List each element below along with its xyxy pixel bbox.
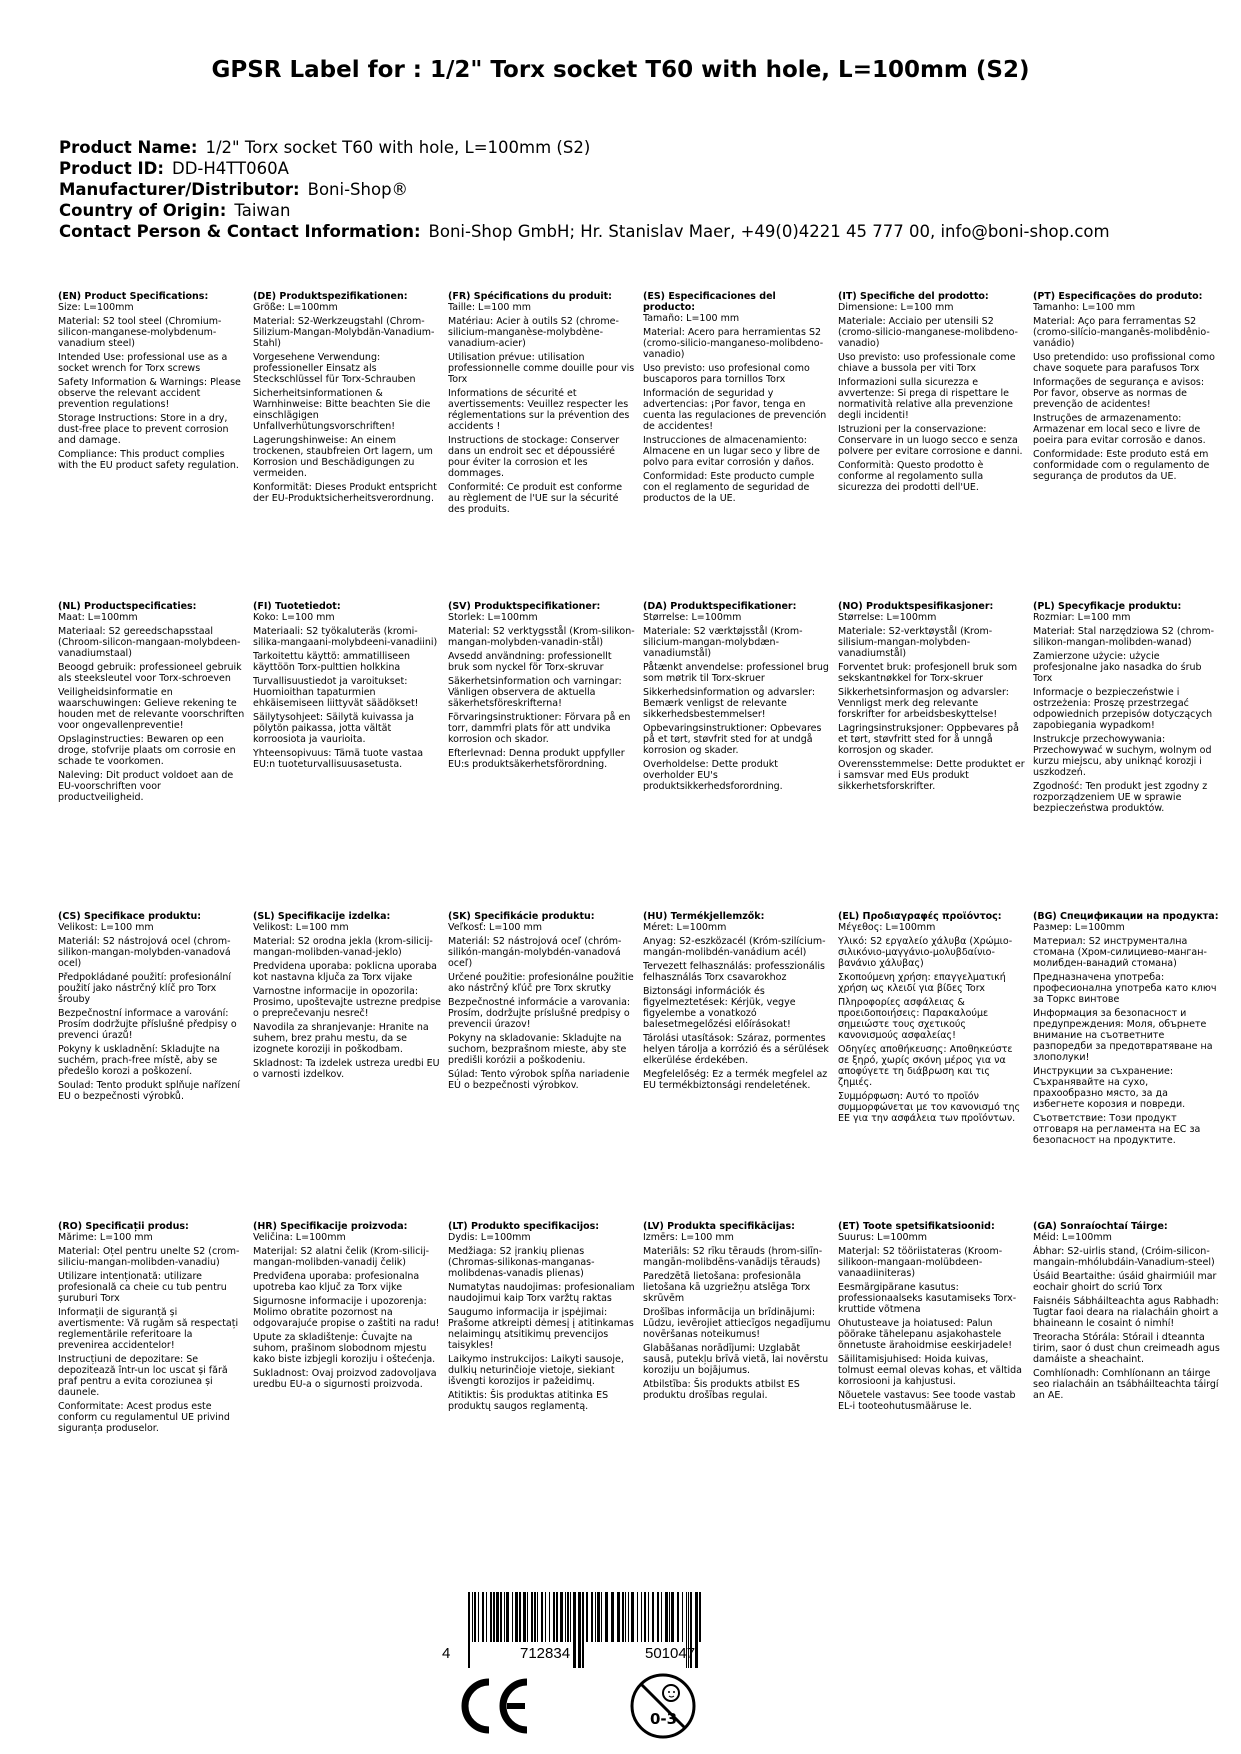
barcode-bar [549, 1592, 550, 1642]
lang-spec-line: Sikkerhetsinformasjon og advarsler: Vennligst merk deg relevante forskrifter for arbeidsbeskyttelse! [838, 687, 1009, 720]
barcode-bar [699, 1592, 701, 1642]
lang-spec-line: Turvallisuustiedot ja varoitukset: Huomioithan tapaturmien ehkäisemiseen liittyvät säädökset! [253, 676, 419, 709]
lang-heading: (EL) Προδιαγραφές προϊόντος: [838, 911, 1002, 922]
barcode-bar [625, 1592, 626, 1642]
lang-spec-line: Intended Use: professional use as a socket wrench for Torx screws [58, 352, 228, 374]
lang-block-et [838, 1221, 1028, 1591]
lang-heading: (RO) Specificații produs: [58, 1221, 189, 1232]
lang-spec-line: Materjal: S2 tööriistateras (Kroom-silikoon-mangaan-molübdeen-vanaadiiniteras) [838, 1246, 1003, 1279]
lang-heading: (NL) Productspecificaties: [58, 601, 197, 612]
lang-spec-line: Vorgesehene Verwendung: professioneller Einsatz als Steckschlüssel für Torx-Schrauben [253, 352, 416, 385]
lang-block-bg [1033, 911, 1223, 1221]
lang-spec-line: Tamanho: L=100 mm [1033, 302, 1136, 313]
lang-spec-line: Materiaali: S2 työkaluteräs (kromi-silika-mangaani-molybdeeni-vanadiini) [253, 626, 438, 648]
lang-spec-line: Conformidade: Este produto está em conformidade com o regulamento de segurança de produtos da UE. [1033, 449, 1210, 482]
lang-spec-line: Soulad: Tento produkt splňuje nařízení EU o bezpečnosti výrobků. [58, 1080, 241, 1102]
lang-spec-line: Materiał: Stal narzędziowa S2 (chrom-silikon-mangan-molibden-wanad) [1033, 626, 1215, 648]
lang-spec-line: Eesmärgipärane kasutus: professionaalseks kasutamiseks Torx-kruttide võtmena [838, 1282, 1017, 1315]
barcode-bar [671, 1592, 674, 1642]
barcode-first-digit: 4 [442, 1645, 451, 1662]
lang-spec-line: Utilizare intenționată: utilizare profesională ca cheie cu tub pentru șuruburi Torx [58, 1271, 227, 1304]
lang-spec-line: Información de seguridad y advertencias: ¡Por favor, tenga en cuenta las regulaciones de prevención de accidentes! [643, 388, 827, 432]
lang-spec-line: Bezpečnostné informácie a varovania: Prosím, dodržujte príslušné predpisy o prevencii úrazov! [448, 997, 631, 1030]
lang-heading: (SL) Specifikacije izdelka: [253, 911, 391, 922]
barcode-bar [523, 1592, 526, 1642]
lang-spec-line: Istruzioni per la conservazione: Conservare in un luogo secco e senza polvere per evitare corrosione e danni. [838, 424, 1023, 457]
lang-spec-line: Conformitate: Acest produs este conform cu regulamentul UE privind siguranța produselor. [58, 1401, 230, 1434]
lang-spec-line: Påtænkt anvendelse: professionel brug som møtrik til Torx-skruer [643, 662, 829, 684]
lang-heading: (LT) Produkto specifikacijos: [448, 1221, 600, 1232]
lang-spec-line: Σκοπούμενη χρήση: επαγγελματική χρήση ως κλειδί για βίδες Torx [838, 972, 1006, 994]
lang-spec-line: Material: Acero para herramientas S2 (cromo-silicio-manganeso-molibdeno-vanadio) [643, 327, 824, 360]
lang-spec-line: Pokyny k uskladnění: Skladujte na suchém, prach-free místě, aby se předešlo korozi a poškození. [58, 1044, 220, 1077]
barcode-left-digits: 712834 [520, 1645, 571, 1662]
lang-spec-line: Zamierzone użycie: użycie profesjonalne jako nasadka do śrub Torx [1033, 651, 1202, 684]
lang-spec-line: Material: S2 tool steel (Chromium-silicon-manganese-molybdenum-vanadium steel) [58, 316, 222, 349]
lang-spec-line: Størrelse: L=100mm [838, 612, 937, 623]
barcode-bar [468, 1592, 470, 1668]
lang-spec-line: Instrukcje przechowywania: Przechowywać w suchym, wolnym od kurzu miejscu, aby uniknąć korozji i uszkodzeń. [1033, 734, 1212, 778]
lang-spec-line: Informații de siguranță și avertismente: Vă rugăm să respectați reglementările referitoare la prevenirea accidentelor! [58, 1307, 239, 1351]
lang-spec-line: Størrelse: L=100mm [643, 612, 742, 623]
lang-spec-line: Förvaringsinstruktioner: Förvara på en torr, dammfri plats för att undvika korrosion och skador. [448, 712, 631, 745]
barcode-bar [695, 1592, 698, 1668]
lang-block-it [838, 291, 1028, 601]
contact-row [59, 221, 1189, 242]
barcode-bar [504, 1592, 505, 1642]
lang-spec-line: Material: S2 verktygsstål (Krom-silikon-mangan-molybden-vanadin-stål) [448, 626, 635, 648]
lang-spec-line: Paredzētā lietošana: profesionāla lietošana kā uzgriežņu atslēga Torx skrūvēm [643, 1271, 811, 1304]
lang-spec-line: Overholdelse: Dette produkt overholder EU's produktsikkerhedsforordning. [643, 759, 783, 792]
barcode-bar [652, 1592, 654, 1642]
barcode-bar [605, 1592, 608, 1642]
lang-block-lv [643, 1221, 833, 1591]
page-title: GPSR Label for : 1/2" Torx socket T60 with hole, L=100mm (S2) [211, 57, 1030, 83]
lang-spec-line: Overensstemmelse: Dette produktet er i samsvar med EUs produkt sikkerhetsforskrifter. [838, 759, 1025, 792]
lang-heading: (FR) Spécifications du produit: [448, 291, 612, 302]
lang-spec-line: Материал: S2 инструментална стомана (Хром-силициево-манган-молибден-ванадий стомана) [1033, 936, 1207, 969]
lang-spec-line: Atitiktis: Šis produktas atitinka ES produktų saugos reglamentą. [448, 1390, 609, 1412]
lang-block-en [58, 291, 248, 601]
product-name-row [59, 137, 1189, 158]
lang-spec-line: Materijal: S2 alatni čelik (Krom-silicij-mangan-molibden-vanadij čelik) [253, 1246, 430, 1268]
lang-spec-line: Opbevaringsinstruktioner: Opbevares på et tørt, støvfrit sted for at undgå korrosion og skader. [643, 723, 822, 756]
product-name-label: Product Name: [59, 138, 198, 157]
lang-spec-line: Size: L=100mm [58, 302, 134, 313]
lang-spec-line: Informacje o bezpieczeństwie i ostrzeżenia: Proszę przestrzegać odpowiednich przepisów dotyczących zapobiegania wypadkom! [1033, 687, 1213, 731]
lang-spec-line: Säilitamisjuhised: Hoida kuivas, tolmust eemal olevas kohas, et vältida korrosiooni ja kahjustusi. [838, 1354, 1022, 1387]
lang-spec-line: Biztonsági információk és figyelmeztetések: Kérjük, vegye figyelembe a vonatkozó balesetmegelőzési előírásokat! [643, 986, 796, 1030]
barcode-bar [586, 1592, 588, 1642]
barcode-bar [657, 1592, 659, 1642]
lang-spec-line: Ohutusteave ja hoiatused: Palun pöörake tähelepanu asjakohastele õnnetuste ärahoidmise eeskirjadele! [838, 1318, 1013, 1351]
lang-spec-line: Material: Oțel pentru unelte S2 (crom-siliciu-mangan-molibden-vanadiu) [58, 1246, 240, 1268]
lang-spec-line: Conformidad: Este producto cumple con el reglamento de seguridad de productos de la UE. [643, 471, 815, 504]
lang-block-de [253, 291, 443, 601]
lang-spec-line: Informações de segurança e avisos: Por favor, observe as normas de prevenção de acidentes! [1033, 377, 1205, 410]
lang-spec-line: Material: S2-Werkzeugstahl (Chrom-Silizium-Mangan-Molybdän-Vanadium-Stahl) [253, 316, 435, 349]
lang-block-hu [643, 911, 833, 1221]
lang-spec-line: Velikost: L=100 mm [253, 922, 349, 933]
barcode-bar [474, 1592, 476, 1642]
lang-spec-line: Medžiaga: S2 įrankių plienas (Chromas-silikonas-manganas-molibdenas-vanadis plienas) [448, 1246, 595, 1279]
barcode-bar [506, 1592, 509, 1642]
lang-spec-line: Matériau: Acier à outils S2 (chrome-silicium-manganèse-molybdène-vanadium-acier) [448, 316, 619, 349]
lang-spec-line: Dydis: L=100mm [448, 1232, 531, 1243]
lang-block-no [838, 601, 1028, 911]
lang-spec-line: Sikkerhedsinformation og advarsler: Bemærk venligst de relevante sikkerhedsbestemmelser! [643, 687, 816, 720]
lang-spec-line: Méret: L=100mm [643, 922, 727, 933]
lang-spec-line: Beoogd gebruik: professioneel gebruik als steeksleutel voor Torx-schroeven [58, 662, 242, 684]
lang-spec-line: Predviđena uporaba: profesionalna upotreba kao ključ za Torx vijke [253, 1271, 420, 1293]
lang-heading: (CS) Specifikace produktu: [58, 911, 202, 922]
barcode-bar [541, 1592, 543, 1642]
lang-block-el [838, 911, 1028, 1221]
lang-spec-line: Materiál: S2 nástrojová ocel (chrom-silikon-mangan-molybden-vanadová ocel) [58, 936, 231, 969]
barcode-bar [582, 1592, 584, 1668]
lang-spec-line: Sicherheitsinformationen & Warnhinweise: Bitte beachten Sie die einschlägigen Unfallverhütungsvorschriften! [253, 388, 431, 432]
lang-spec-line: Upute za skladištenje: Čuvajte na suhom, prašinom slobodnom mjestu kako biste izbjegli koroziju i oštećenja. [253, 1332, 436, 1365]
lang-spec-line: Megfelelőség: Ez a termék megfelel az EU termékbiztonsági rendeletének. [643, 1069, 828, 1091]
barcode-bar [597, 1592, 600, 1642]
lang-spec-line: Instrucciones de almacenamiento: Almacene en un lugar seco y libre de polvo para evitar corrosión y daños. [643, 435, 820, 468]
lang-spec-line: Nõuetele vastavus: See toode vastab EL-i tooteohutusmääruse le. [838, 1390, 1016, 1412]
lang-spec-line: Uso previsto: uso professionale come chiave a bussola per viti Torx [838, 352, 1016, 374]
lang-spec-line: Instructions de stockage: Conserver dans un endroit sec et dépoussiéré pour éviter la corrosion et les dommages. [448, 435, 620, 479]
barcode-bar [472, 1592, 473, 1642]
lang-block-pt [1033, 291, 1223, 601]
lang-spec-line: Numatytas naudojimas: profesionaliam naudojimui kaip Torx varžtų raktas [448, 1282, 635, 1304]
barcode-bar [644, 1592, 646, 1642]
lang-spec-line: Conformità: Questo prodotto è conforme al regolamento sulla sicurezza dei prodotti dell'UE. [838, 460, 984, 493]
lang-spec-line: Atbilstība: Šis produkts atbilst ES produktu drošības regulai. [643, 1379, 800, 1401]
barcode-bar [661, 1592, 662, 1642]
lang-spec-line: Varnostne informacije in opozorila: Prosimo, upoštevajte ustrezne predpise o preprečevanju nesreč! [253, 986, 441, 1019]
lang-spec-line: Anyag: S2-eszközacél (Króm-szilícium-mangán-molibdén-vanádium acél) [643, 936, 826, 958]
barcode-bar [595, 1592, 596, 1642]
lang-spec-line: Storlek: L=100mm [448, 612, 538, 623]
barcode-bar [578, 1592, 581, 1668]
lang-heading: (DA) Produktspecifikationer: [643, 601, 797, 612]
lang-heading: (EN) Product Specifications: [58, 291, 209, 302]
lang-spec-line: Glabāšanas norādījumi: Uzglabāt sausā, putekļu brīvā vietā, lai novērstu koroziju un bojājumus. [643, 1343, 829, 1376]
barcode-bar [512, 1592, 513, 1642]
barcode-bar [519, 1592, 521, 1642]
barcode-bar [682, 1592, 683, 1642]
country-label: Country of Origin: [59, 201, 227, 220]
lang-spec-line: Avsedd användning: professionellt bruk som nyckel för Torx-skruvar [448, 651, 612, 673]
barcode-bar [537, 1592, 538, 1642]
lang-spec-line: Mărime: L=100 mm [58, 1232, 153, 1243]
lang-spec-line: Material: Aço para ferramentas S2 (cromo-silício-manganês-molibdênio-vanádio) [1033, 316, 1210, 349]
lang-block-ga [1033, 1221, 1223, 1591]
barcode-bar [601, 1592, 602, 1642]
lang-heading: (SV) Produktspecifikationer: [448, 601, 601, 612]
manufacturer-value: Boni-Shop® [307, 180, 409, 199]
lang-spec-line: Uso pretendido: uso profissional como chave soquete para parafusos Torx [1033, 352, 1215, 374]
lang-spec-line: Sigurnosne informacije i upozorenja: Molimo obratite pozornost na odgovarajuće propise o zaštiti na radu! [253, 1296, 440, 1329]
ean-barcode [436, 1592, 756, 1672]
lang-spec-line: Material: S2 orodna jekla (krom-silicij-mangan-molibden-vanad-jeklo) [253, 936, 433, 958]
lang-heading: (DE) Produktspezifikationen: [253, 291, 408, 302]
barcode-bar [648, 1592, 649, 1642]
lang-spec-line: Säkerhetsinformation och varningar: Vänligen observera de aktuella säkerhetsföreskrifterna! [448, 676, 622, 709]
lang-spec-line: Navodila za shranjevanje: Hranite na suhem, brez prahu mestu, da se izognete koroziji in poškodbam. [253, 1022, 429, 1055]
lang-spec-line: Naleving: Dit product voldoet aan de EU-voorschriften voor productveiligheid. [58, 770, 234, 803]
lang-spec-line: Veličina: L=100mm [253, 1232, 346, 1243]
lang-spec-line: Informazioni sulla sicurezza e avvertenze: Si prega di rispettare le normatività relative alla prevenzione degli incidenti! [838, 377, 1013, 421]
lang-block-lt [448, 1221, 638, 1591]
lang-spec-line: Materiaal: S2 gereedschapsstaal (Chroom-silicon-mangaan-molybdeen-vanadiumstaal) [58, 626, 241, 659]
lang-spec-line: Forventet bruk: profesjonell bruk som sekskantnøkkel for Torx-skruer [838, 662, 1018, 684]
barcode-bar [637, 1592, 638, 1642]
lang-spec-line: Υλικό: S2 εργαλείο χάλυβα (Χρώμιο-σιλικόνιο-μαγγάνιο-μολυβδαίνιο-βανάνιο χάλυβας) [838, 936, 1013, 969]
lang-spec-line: Suurus: L=100mm [838, 1232, 928, 1243]
lang-heading: (HU) Termékjellemzők: [643, 911, 765, 922]
lang-spec-line: Konformität: Dieses Produkt entspricht der EU-Produktsicherheitsverordnung. [253, 482, 437, 504]
barcode-bar [531, 1592, 533, 1642]
lang-spec-line: Súlad: Tento výrobok spĺňa nariadenie EÚ o bezpečnosti výrobkov. [448, 1069, 630, 1091]
product-id-label: Product ID: [59, 159, 164, 178]
lang-spec-line: Compliance: This product complies with the EU product safety regulation. [58, 449, 239, 471]
manufacturer-label: Manufacturer/Distributor: [59, 180, 300, 199]
lang-spec-line: Materiale: Acciaio per utensili S2 (cromo-silicio-manganese-molibdeno-vanadio) [838, 316, 1018, 349]
lang-heading: (BG) Спецификации на продукта: [1033, 911, 1219, 922]
lang-block-pl [1033, 601, 1223, 911]
barcode-bar [611, 1592, 614, 1642]
lang-spec-line: Storage Instructions: Store in a dry, dust-free place to prevent corrosion and damage. [58, 413, 229, 446]
contact-label: Contact Person & Contact Information: [59, 222, 421, 241]
barcode-bar [553, 1592, 555, 1642]
barcode-bar [478, 1592, 479, 1642]
lang-spec-line: Predvidena uporaba: poklicna uporaba kot nastavna ključa za Torx vijake [253, 961, 437, 983]
barcode-bar [556, 1592, 558, 1642]
lang-spec-line: Μέγεθος: L=100mm [838, 922, 936, 933]
lang-spec-line: Materiál: S2 nástrojová oceľ (chróm-silikón-mangán-molybdén-vanadová oceľ) [448, 936, 622, 969]
lang-spec-line: Съответствие: Този продукт отговаря на регламента на ЕС за безопасност на продуктите. [1033, 1113, 1201, 1146]
lang-block-sl [253, 911, 443, 1221]
lang-spec-line: Efterlevnad: Denna produkt uppfyller EU:s produktsäkerhetsförordning. [448, 748, 625, 770]
lang-heading: (SK) Špecifikácie produktu: [448, 911, 595, 922]
lang-spec-line: Izmērs: L=100 mm [643, 1232, 734, 1243]
lang-spec-line: Dimensione: L=100 mm [838, 302, 954, 313]
lang-spec-line: Sukladnost: Ovaj proizvod zadovoljava uredbu EU-a o sigurnosti proizvoda. [253, 1368, 437, 1390]
lang-spec-line: Utilisation prévue: utilisation professionnelle comme douille pour vis Torx [448, 352, 635, 385]
lang-spec-line: Drošības informācija un brīdinājumi: Lūdzu, ievērojiet attiecīgos negadījumu novēršanas noteikumus! [643, 1307, 831, 1340]
barcode-bar [617, 1592, 620, 1642]
lang-spec-line: Safety Information & Warnings: Please observe the relevant accident prevention regulations! [58, 377, 241, 410]
lang-spec-line: Размер: L=100mm [1033, 922, 1125, 933]
product-id-row [59, 158, 1189, 179]
lang-spec-line: Tamaño: L=100 mm [643, 313, 740, 324]
lang-spec-line: Bezpečnostní informace a varování: Prosím dodržujte příslušné předpisy o prevenci úrazů! [58, 1008, 237, 1041]
lang-spec-line: Skladnost: Ta izdelek ustreza uredbi EU o varnosti izdelkov. [253, 1058, 440, 1080]
barcode-bar [567, 1592, 569, 1642]
lang-block-ro [58, 1221, 248, 1591]
lang-spec-line: Συμμόρφωση: Αυτό το προϊόν συμμορφώνεται με τον κανονισμό της ΕΕ για την ασφάλεια των προϊόντων. [838, 1091, 1021, 1124]
barcode-bar [628, 1592, 629, 1642]
lang-heading: (PT) Especificações do produto: [1033, 291, 1203, 302]
lang-spec-line: Veľkosť: L=100 mm [448, 922, 542, 933]
lang-spec-line: Tárolási utasítások: Száraz, pormentes helyen tárolja a korrózió és a sérülések elkerülése érdekében. [643, 1033, 829, 1066]
barcode-bar [641, 1592, 642, 1642]
lang-spec-line: Lagringsinstruksjoner: Oppbevares på et tørt, støvfritt sted for å unngå korrosjon og skader. [838, 723, 1019, 756]
lang-spec-line: Úsáid Beartaithe: úsáid ghairmiúil mar eochair ghoirt do scriú Torx [1033, 1271, 1217, 1293]
lang-spec-line: Säilytysohjeet: Säilytä kuivassa ja pölytön paikassa, jotta vältät korroosiota ja vaurioita. [253, 712, 414, 745]
lang-spec-line: Uso previsto: uso profesional como buscaporos para tornillos Torx [643, 363, 810, 385]
barcode-bar [490, 1592, 492, 1642]
barcode-bar [622, 1592, 624, 1642]
age-warning-text: 0-3 [650, 1710, 678, 1728]
label-marks [0, 1592, 1241, 1752]
lang-spec-line: Veiligheidsinformatie en waarschuwingen: Gelieve rekening te houden met de relevante voorschriften voor ongevallenpreventie! [58, 687, 245, 731]
lang-heading: (NO) Produktspesifikasjoner: [838, 601, 994, 612]
lang-spec-line: Instrucțiuni de depozitare: Se depozitează într-un loc uscat și fără praf pentru a evita coroziunea și daunele. [58, 1354, 228, 1398]
lang-spec-line: Treoracha Stórála: Stórail i dteannta tirim, saor ó dust chun creimeadh agus damáiste a sheachaint. [1033, 1332, 1220, 1365]
lang-spec-line: Οδηγίες αποθήκευσης: Αποθηκεύστε σε ξηρό, χωρίς σκόνη μέρος για να αποφύγετε τη διάβρωση και τις ζημιές. [838, 1044, 1013, 1088]
lang-spec-line: Opslaginstructies: Bewaren op een droge, stofvrije plaats om corrosie en schade te voorkomen. [58, 734, 236, 767]
lang-block-fi [253, 601, 443, 911]
lang-spec-line: Informations de sécurité et avertissements: Veuillez respecter les réglementations sur la prévention des accidents ! [448, 388, 630, 432]
barcode-bar [665, 1592, 668, 1642]
lang-heading: (ET) Toote spetsifikatsioonid: [838, 1221, 995, 1232]
lang-block-hr [253, 1221, 443, 1591]
ce-mark-icon [455, 1676, 535, 1736]
lang-spec-line: Koko: L=100 mm [253, 612, 335, 623]
barcode-bar [591, 1592, 593, 1642]
contact-value: Boni-Shop GmbH; Hr. Stanislav Maer, +49(0)4221 45 777 00, info@boni-shop.com [428, 222, 1110, 241]
barcode-bar [534, 1592, 536, 1642]
age-warning-icon [628, 1671, 698, 1741]
lang-spec-line: Velikost: L=100 mm [58, 922, 154, 933]
lang-spec-line: Pokyny na skladovanie: Skladujte na suchom, bezprašnom mieste, aby ste predišli korózii a poškodeniu. [448, 1033, 627, 1066]
lang-spec-line: Предназначена употреба: професионална употреба като ключ за Торкс винтове [1033, 972, 1217, 1005]
barcode-bar [631, 1592, 634, 1642]
lang-block-cs [58, 911, 248, 1221]
barcode-bar [560, 1592, 563, 1642]
lang-spec-line: Instruções de armazenamento: Armazenar em local seco e livre de poeira para evitar corrosão e danos. [1033, 413, 1206, 446]
lang-block-sv [448, 601, 638, 911]
barcode-bar [486, 1592, 487, 1642]
barcode-bar [565, 1592, 566, 1642]
lang-spec-line: Lagerungshinweise: An einem trockenen, staubfreien Ort lagern, um Korrosion und Beschädigungen zu vermeiden. [253, 435, 433, 479]
barcode-bar [677, 1592, 679, 1642]
barcode-bar [527, 1592, 528, 1642]
product-id-value: DD-H4TT060A [171, 159, 289, 178]
barcode-bar [573, 1592, 576, 1668]
lang-spec-line: Materiale: S2-verktøystål (Krom-silisium-mangan-molybden-vanadiumstål) [838, 626, 993, 659]
lang-spec-line: Conformité: Ce produit est conforme au règlement de l'UE sur la sécurité des produits. [448, 482, 623, 515]
barcode-bar [482, 1592, 484, 1642]
lang-block-nl [58, 601, 248, 911]
barcode-bar [493, 1592, 495, 1642]
product-info [59, 137, 1189, 242]
lang-heading: (HR) Specifikacije proizvoda: [253, 1221, 408, 1232]
barcode-right-digits: 501047 [645, 1645, 696, 1662]
lang-spec-line: Comhlíonadh: Comhlíonann an táirge seo rialacháin an tsábháilteachta táirgí an AE. [1033, 1368, 1219, 1401]
lang-spec-line: Yhteensopivuus: Tämä tuote vastaa EU:n tuoteturvallisuusasetusta. [253, 748, 424, 770]
lang-block-da [643, 601, 833, 911]
lang-block-fr [448, 291, 638, 601]
lang-spec-line: Předpokládané použití: profesionální použití jako nástrčný klíč pro Torx šrouby [58, 972, 232, 1005]
country-value: Taiwan [234, 201, 291, 220]
lang-spec-line: Rozmiar: L=100 mm [1033, 612, 1131, 623]
lang-heading: (IT) Specifiche del prodotto: [838, 291, 989, 302]
country-row [59, 200, 1189, 221]
lang-block-es [643, 291, 833, 601]
lang-block-sk [448, 911, 638, 1221]
lang-spec-line: Größe: L=100mm [253, 302, 338, 313]
lang-spec-line: Информация за безопасност и предупреждения: Моля, обърнете внимание на съответните разпоредби за предотвратяване на злополуки! [1033, 1008, 1213, 1063]
manufacturer-row [59, 179, 1189, 200]
lang-spec-line: Méid: L=100mm [1033, 1232, 1112, 1243]
lang-spec-line: Πληροφορίες ασφάλειας & προειδοποιήσεις: Παρακαλούμε σημειώστε τους σχετικούς κανονισμούς ασφαλείας! [838, 997, 989, 1041]
lang-heading: (PL) Specyfikacje produktu: [1033, 601, 1182, 612]
lang-spec-line: Инструкции за съхранение: Съхранявайте на сухо, прахообразно място, за да избегнете корозия и повреди. [1033, 1066, 1186, 1110]
lang-heading: (GA) Sonraíochtaí Táirge: [1033, 1221, 1168, 1232]
lang-spec-line: Materiāls: S2 rīku tērauds (hrom-silīn-mangān-molibdēns-vanādijs tērauds) [643, 1246, 823, 1268]
lang-spec-line: Ábhar: S2-uirlis stand, (Cróim-silicon-mangain-mhólubdáin-Vanadium-steel) [1033, 1246, 1215, 1268]
lang-spec-line: Maat: L=100mm [58, 612, 138, 623]
lang-spec-line: Zgodność: Ten produkt jest zgodny z rozporządzeniem UE w sprawie bezpieczeństwa produktów. [1033, 781, 1208, 814]
lang-heading: (FI) Tuotetiedot: [253, 601, 341, 612]
lang-spec-line: Taille: L=100 mm [448, 302, 531, 313]
barcode-bar [545, 1592, 546, 1642]
barcode-bar [669, 1592, 670, 1642]
product-name-value: 1/2" Torx socket T60 with hole, L=100mm (S2) [205, 138, 591, 157]
language-spec-grid [58, 291, 1218, 1591]
lang-spec-line: Materiale: S2 værktøjsstål (Krom-silicium-mangan-molybdæn-vanadiumstål) [643, 626, 803, 659]
lang-heading: (LV) Produkta specifikācijas: [643, 1221, 795, 1232]
lang-spec-line: Určené použitie: profesionálne použitie ako nástrčný kľúč pre Torx skrutky [448, 972, 634, 994]
lang-spec-line: Tarkoitettu käyttö: ammatilliseen käyttöön Torx-pulttien holkkina [253, 651, 410, 673]
barcode-bar [515, 1592, 518, 1642]
barcode-bar [500, 1592, 502, 1642]
barcode-bar [496, 1592, 499, 1642]
lang-spec-line: Faisnéis Sábháilteachta agus Rabhadh: Tugtar faoi deara na rialacháin ghoirt a bhaineann le cosaint ó nimhí! [1033, 1296, 1219, 1329]
lang-spec-line: Tervezett felhasználás: professzionális felhasználás Torx csavarokhoz [643, 961, 825, 983]
lang-spec-line: Saugumo informacija ir įspėjimai: Prašome atkreipti dėmesį į atitinkamas nelaimingų atsitikimų prevencijos taisykles! [448, 1307, 634, 1351]
lang-spec-line: Laikymo instrukcijos: Laikyti sausoje, dulkių neturinčioje vietoje, siekiant išvengti korozijos ir pažeidimų. [448, 1354, 624, 1387]
lang-heading: (ES) Especificaciones del producto: [643, 291, 776, 313]
barcode-bar [570, 1592, 571, 1642]
